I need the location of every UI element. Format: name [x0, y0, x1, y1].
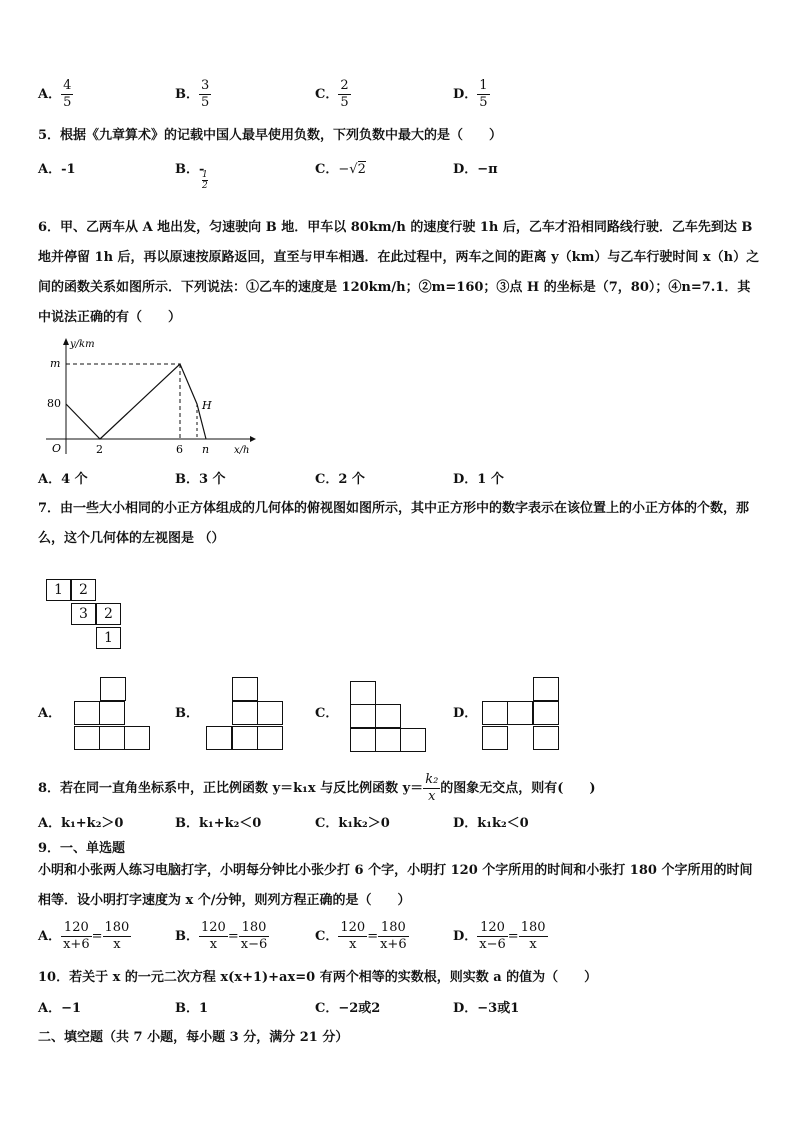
frac-num: 3 — [201, 78, 210, 93]
frac-den: 5 — [479, 95, 488, 110]
q7-option-b-label[interactable]: B． — [175, 706, 199, 721]
q5-stem: 5．根据《九章算术》的记载中国人最早使用负数，下列负数中最大的是（ ） — [38, 128, 503, 143]
cube-square — [400, 728, 426, 752]
tick-n: n — [202, 443, 210, 456]
q5-option-b[interactable] — [175, 158, 208, 191]
frac-num: 180 — [378, 920, 409, 937]
frac-den: x+6 — [63, 937, 90, 952]
q8-option-d[interactable]: D．k₁k₂＜0 — [453, 816, 529, 831]
frac-den: x — [428, 789, 436, 804]
cube-square — [206, 726, 232, 750]
q6-option-c[interactable]: C．2 个 — [315, 472, 365, 487]
q9-option-b[interactable] — [175, 920, 269, 953]
q5-option-a[interactable]: A．-1 — [38, 162, 76, 177]
frac-den: 5 — [340, 95, 349, 110]
q9-stem: 小明和小张两人练习电脑打字，小明每分钟比小张少打 6 个字，小明打 120 个字所用的时间和小张打 180 个字所用的时间相等．设小明打字速度为 x 个/分钟，则列方程正确的是（ ） — [38, 863, 753, 908]
cube-square — [232, 677, 258, 701]
option-label: C． — [315, 87, 339, 102]
y-axis-label: y/km — [70, 339, 95, 350]
q6-stem: 6．甲、乙两车从 A 地出发，匀速驶向 B 地．甲车以 80km/h 的速度行驶 1h 后，乙车才沿相同路线行驶．乙车先到达 B 地并停留 1h 后，再以原速按原路返回，直至与甲车相遇．在此过程中，两车之间的距离 y（km）与乙车行驶时间 x（h）之间的函数关系如图所示．下列说法：①乙车的速度是 120km/h；②m=160；③点 H 的坐标是（7，80）；④n=7.1．其中说法正确的有（ ） — [38, 220, 760, 325]
q9-option-a[interactable] — [38, 920, 131, 953]
cube-square — [257, 726, 283, 750]
q9-option-c[interactable] — [315, 920, 409, 953]
origin-label: O — [52, 442, 62, 455]
grid-cell: 1 — [96, 627, 121, 649]
frac-num: 180 — [520, 920, 546, 935]
frac-num: 1 — [479, 78, 488, 93]
q6-option-d[interactable]: D．1 个 — [453, 472, 504, 487]
cube-square — [124, 726, 150, 750]
cube-square — [533, 701, 559, 725]
frac-den: x−6 — [479, 937, 506, 952]
cube-square — [257, 701, 283, 725]
cube-square — [99, 726, 125, 750]
frac-num: 120 — [61, 920, 92, 937]
q7-stem: 7．由一些大小相同的小正方体组成的几何体的俯视图如图所示，其中正方形中的数字表示在该位置上的小正方体的个数，那么，这个几何体的左视图是 （） — [38, 501, 750, 546]
q8-option-c[interactable]: C．k₁k₂＞0 — [315, 816, 390, 831]
cube-square — [232, 701, 258, 725]
frac-den: x — [209, 937, 218, 952]
option-label: A． — [38, 87, 62, 102]
frac-den: x — [529, 937, 537, 952]
y-axis-arrow — [63, 338, 69, 345]
option-label: B． — [175, 929, 199, 944]
q10-option-a[interactable]: A．−1 — [38, 1001, 82, 1016]
q10-option-c[interactable]: C．−2或2 — [315, 1001, 381, 1016]
cube-square — [350, 728, 376, 752]
frac-num: 120 — [340, 920, 366, 935]
frac-den: x — [113, 937, 121, 952]
q9-option-d[interactable] — [453, 920, 548, 953]
cube-square — [533, 677, 559, 701]
equals-sign: = — [227, 929, 239, 944]
distance-curve — [66, 364, 206, 439]
cube-square — [482, 701, 508, 725]
option-label: B． — [175, 162, 199, 177]
cube-square — [100, 677, 126, 701]
q9-head: 9．一、单选题 — [38, 841, 126, 856]
option-label: C． — [315, 162, 339, 177]
option-label: D． — [453, 87, 478, 102]
frac-den: 2 — [202, 181, 208, 191]
frac-den: x+6 — [380, 937, 407, 952]
cube-square — [482, 726, 508, 750]
cube-square — [74, 701, 100, 725]
frac-num: k₂ — [425, 772, 439, 787]
equals-sign: = — [91, 929, 103, 944]
q5-option-d[interactable]: D．−π — [453, 162, 498, 177]
q10-option-b[interactable]: B．1 — [175, 1001, 209, 1016]
cube-square — [375, 728, 401, 752]
cube-square — [99, 701, 125, 725]
frac-den: x — [349, 937, 357, 952]
option-label: D． — [453, 929, 478, 944]
radicand: 2 — [357, 162, 366, 177]
q10-option-d[interactable]: D．−3或1 — [453, 1001, 520, 1016]
cube-square — [350, 681, 376, 705]
q8-option-b[interactable]: B．k₁+k₂＜0 — [175, 816, 262, 831]
grid-cell: 3 — [71, 603, 96, 625]
q4-option-b[interactable] — [175, 78, 211, 111]
tick-6: 6 — [176, 443, 183, 456]
frac-num: 2 — [340, 78, 349, 93]
option-label: B． — [175, 87, 199, 102]
frac-num: 120 — [477, 920, 508, 937]
grid-cell: 2 — [71, 579, 96, 601]
q8-option-a[interactable]: A．k₁+k₂＞0 — [38, 816, 124, 831]
cube-square — [350, 704, 376, 728]
option-label: C． — [315, 929, 339, 944]
frac-num: 1 — [202, 170, 208, 180]
q8-stem-part1: 8．若在同一直角坐标系中，正比例函数 y＝k₁x 与反比例函数 y＝ — [38, 781, 424, 796]
frac-num: 180 — [239, 920, 270, 937]
q10-stem: 10．若关于 x 的一元二次方程 x(x+1)+ax=0 有两个相等的实数根，则实数 a 的值为（ ） — [38, 970, 598, 985]
cube-square — [74, 726, 100, 750]
equals-sign: = — [367, 929, 379, 944]
frac-den: 5 — [201, 95, 210, 110]
minus-sign: − — [338, 162, 350, 177]
q4-option-a[interactable] — [38, 78, 73, 111]
cube-square — [375, 704, 401, 728]
option-label: A． — [38, 929, 62, 944]
q6-option-a[interactable]: A．4 个 — [38, 472, 88, 487]
frac-den: x−6 — [240, 937, 268, 952]
grid-cell: 1 — [46, 579, 71, 601]
q6-graph — [38, 336, 258, 460]
point-h-label: H — [202, 399, 212, 412]
q4-option-c[interactable] — [315, 78, 351, 111]
section-heading: 二、填空题（共 7 小题，每小题 3 分，满分 21 分） — [38, 1030, 349, 1045]
x-axis-arrow — [250, 436, 256, 442]
m-label: m — [50, 357, 61, 370]
frac-num: 180 — [104, 920, 130, 935]
label-80: 80 — [47, 397, 61, 410]
cube-square — [232, 726, 258, 750]
frac-den: 5 — [63, 95, 72, 110]
q5-option-c[interactable] — [315, 158, 366, 177]
q8-stem — [38, 772, 596, 805]
q4-option-d[interactable] — [453, 78, 490, 111]
q7-option-a-label[interactable]: A． — [38, 706, 62, 721]
equals-sign: = — [507, 929, 519, 944]
q6-option-b[interactable]: B．3 个 — [175, 472, 226, 487]
x-axis-label: x/h — [234, 445, 250, 456]
cube-square — [507, 701, 533, 725]
q8-stem-part2: 的图象无交点，则有( ) — [440, 781, 596, 796]
grid-cell: 2 — [96, 603, 121, 625]
frac-num: 4 — [63, 78, 72, 93]
sqrt-sign: √ — [349, 162, 358, 177]
frac-num: 120 — [201, 920, 226, 935]
minus-sign: - — [199, 162, 205, 177]
q7-option-d-label[interactable]: D． — [453, 706, 478, 721]
q7-option-c-label[interactable]: C． — [315, 706, 339, 721]
cube-square — [533, 726, 559, 750]
tick-2: 2 — [96, 443, 103, 456]
